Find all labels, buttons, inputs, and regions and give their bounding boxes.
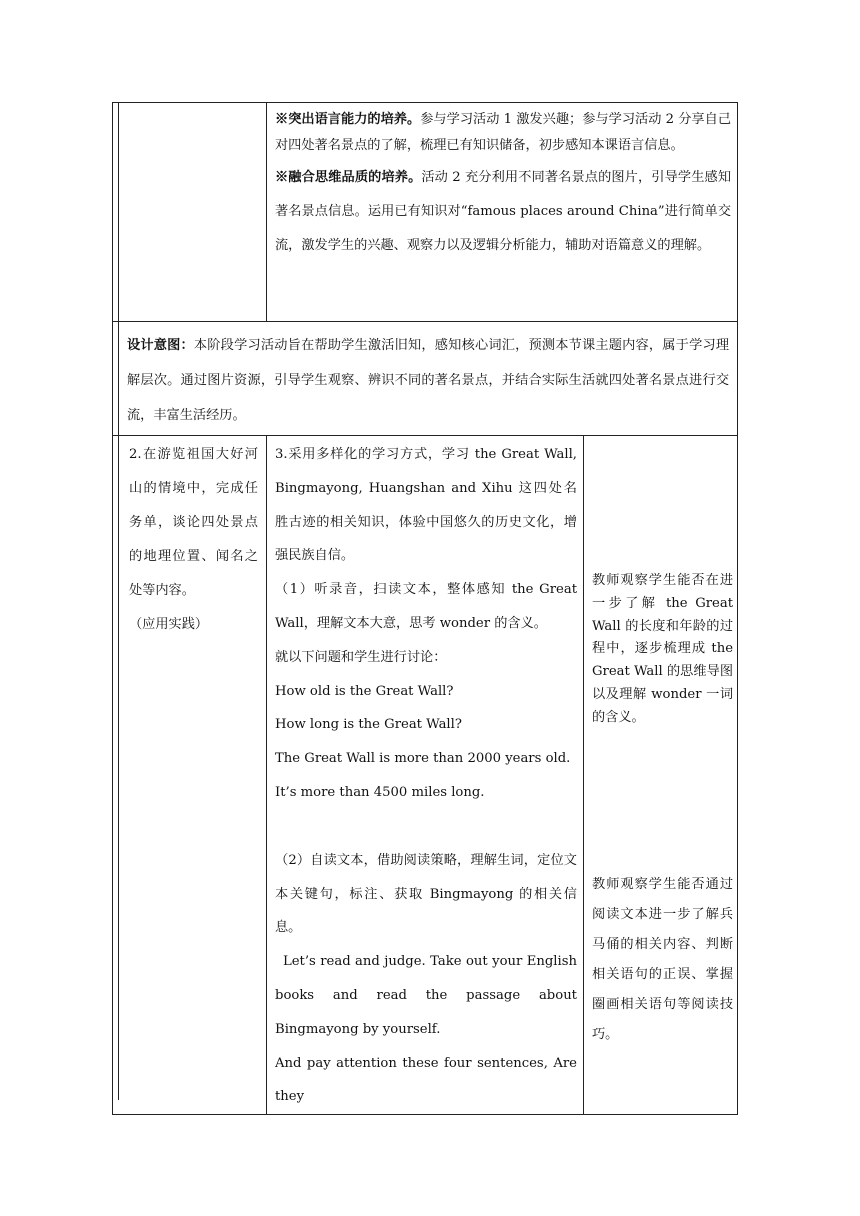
thinking-quality-heading: ※融合思维品质的培养。 xyxy=(275,170,422,185)
design-intent-cell xyxy=(113,322,738,436)
activity-content-text xyxy=(267,436,583,1114)
language-ability-heading: ※突出语言能力的培养。 xyxy=(275,112,421,127)
design-intent-row xyxy=(113,322,738,436)
objectives-text xyxy=(267,103,737,263)
activity-step-2-english-1: Let’s read and judge. Take out your English books and read the passage about Bingmayong by yourself. xyxy=(275,954,577,1037)
language-ability-paragraph xyxy=(275,107,731,159)
answer-line-2: It’s more than 4500 miles long. xyxy=(275,784,485,800)
assessment-1: 教师观察学生能否在进一步了解 the Great Wall 的长度和年龄的过程中，逐步梳理成 the Great Wall 的思维导图以及理解 wonder 一词的含义。 xyxy=(592,573,734,725)
answer-line-1: The Great Wall is more than 2000 years old. xyxy=(275,751,571,767)
thinking-quality-text: 活动 2 充分利用不同著名景点的图片，引导学生感知著名景点信息。运用已有知识对“famous places around China”进行简单交流，激发学生的兴趣、观察力以及逻辑分析能力，辅助对语篇意义的理解。 xyxy=(275,170,732,253)
objectives-stage-cell xyxy=(113,103,267,322)
thinking-quality-paragraph xyxy=(275,161,731,263)
objectives-row xyxy=(113,103,738,322)
language-ability-text: 参与学习活动 1 激发兴趣；参与学习活动 2 分享自己对四处著名景点的了解，梳理已有知识储备，初步感知本课语言信息。 xyxy=(275,112,732,153)
design-intent-label: 设计意图： xyxy=(127,338,194,353)
activity-step-1-discuss: 就以下问题和学生进行讨论： xyxy=(275,649,447,665)
activity-step-2-english-2: And pay attention these four sentences, Are they xyxy=(275,1055,577,1105)
objectives-content-cell xyxy=(267,103,738,322)
activity-row xyxy=(113,436,738,1115)
question-line-2: How long is the Great Wall? xyxy=(275,717,462,733)
activity-stage-cell xyxy=(113,436,267,1115)
design-intent-text xyxy=(113,322,737,433)
question-line-1: How old is the Great Wall? xyxy=(275,683,454,699)
assessment-cell xyxy=(584,436,738,1115)
activity-content-cell xyxy=(267,436,584,1115)
activity-intro: 3.采用多样化的学习方式，学习 the Great Wall, Bingmayong, Huangshan and Xihu 这四处名胜古迹的相关知识，体验中国悠久的历史文化，增强民族自信。 xyxy=(275,447,577,564)
lesson-plan-table xyxy=(112,102,738,1115)
assessment-2: 教师观察学生能否通过阅读文本进一步了解兵马俑的相关内容、判断相关语句的正误、掌握圈画相关语句等阅读技巧。 xyxy=(592,876,734,1042)
activity-stage-text xyxy=(113,436,266,642)
activity-stage-type: （应用实践） xyxy=(129,617,209,632)
activity-step-1: （1）听录音，扫读文本，整体感知 the Great Wall，理解文本大意，思考 wonder 的含义。 xyxy=(275,582,577,631)
blank-spacer xyxy=(275,810,577,844)
activity-step-2: （2）自读文本，借助阅读策略，理解生词，定位文本关键句，标注、获取 Bingmayong 的相关信息。 xyxy=(275,852,577,936)
design-intent-body: 本阶段学习活动旨在帮助学生激活旧知，感知核心词汇，预测本节课主题内容，属于学习理解层次。通过图片资源，引导学生观察、辨识不同的著名景点，并结合实际生活就四处著名景点进行交流，丰富生活经历。 xyxy=(127,338,730,423)
activity-stage-description: 2.在游览祖国大好河山的情境中，完成任务单，谈论四处景点的地理位置、闻名之处等内容。 xyxy=(129,447,258,598)
